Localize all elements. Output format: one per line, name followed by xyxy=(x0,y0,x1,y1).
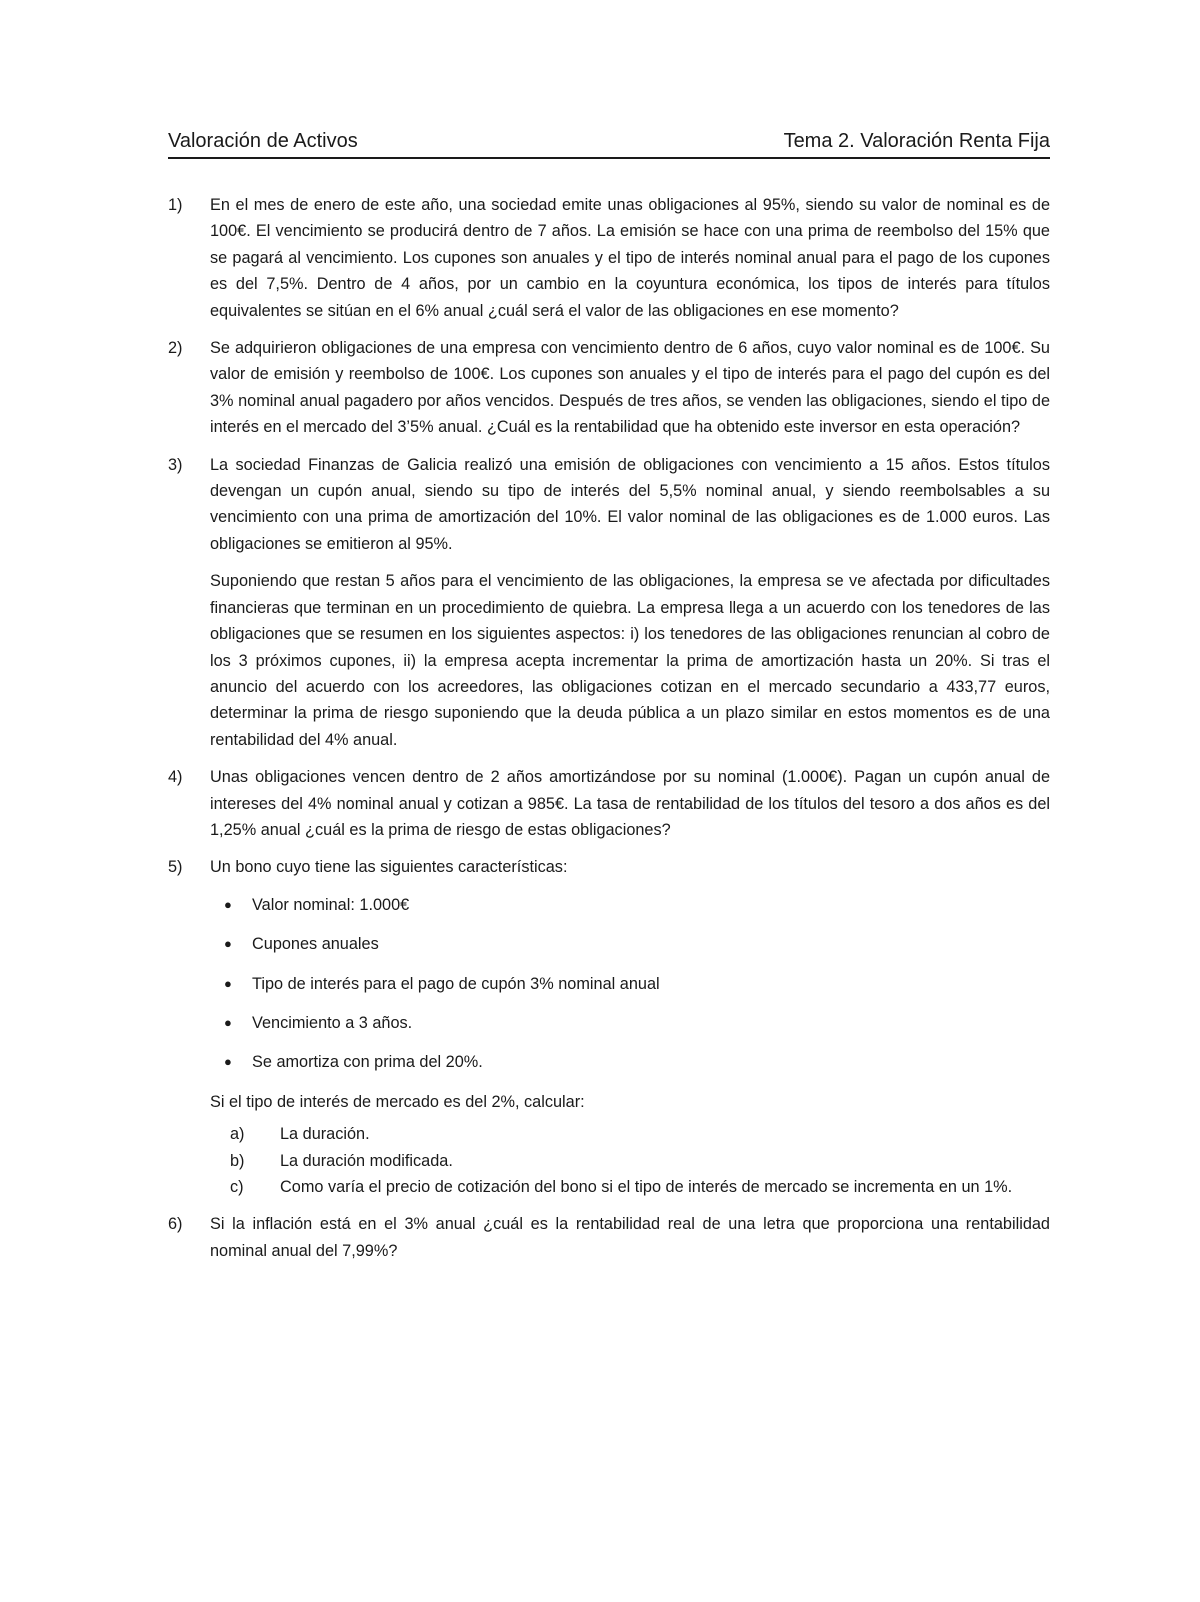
sub-question-list xyxy=(210,1121,1050,1200)
exercise-paragraph: Unas obligaciones vencen dentro de 2 años amortizándose por su nominal (1.000€). Pagan un cupón anual de intereses del 4% nominal anual y cotizan a 985€. La tasa de rentabilidad de los títulos del tesoro a dos años es del 1,25% anual ¿cuál es la prima de riesgo de estas obligaciones? xyxy=(210,768,1050,839)
exercise-body xyxy=(210,335,1050,441)
list-item xyxy=(210,1010,1050,1036)
sub-question xyxy=(210,1148,1050,1174)
exercise-number: 5) xyxy=(168,858,183,877)
exercise-4 xyxy=(168,764,1050,843)
exercise-body xyxy=(210,764,1050,843)
bullet-icon: ● xyxy=(224,896,232,912)
exercise-body xyxy=(210,192,1050,324)
exercise-6 xyxy=(168,1211,1050,1264)
list-item xyxy=(210,971,1050,997)
sub-question-letter: a) xyxy=(230,1125,245,1144)
exercise-1 xyxy=(168,192,1050,324)
page-header xyxy=(168,128,1050,159)
list-item-text: Valor nominal: 1.000€ xyxy=(252,895,410,914)
list-item-text: Tipo de interés para el pago de cupón 3% nominal anual xyxy=(252,974,660,993)
exercise-question: Si el tipo de interés de mercado es del 2%, calcular: xyxy=(210,1092,585,1111)
exercise-3 xyxy=(168,452,1050,753)
sub-question xyxy=(210,1121,1050,1147)
exercise-body xyxy=(210,452,1050,753)
list-item-text: Se amortiza con prima del 20%. xyxy=(252,1053,483,1072)
exercise-paragraph: Se adquirieron obligaciones de una empresa con vencimiento dentro de 6 años, cuyo valor nominal es de 100€. Su valor de emisión y reembolso de 100€. Los cupones son anuales y el tipo de interés para el pago del cupón es del 3% nominal anual pagadero por años vencidos. Después de tres años, se venden las obligaciones, siendo el tipo de interés en el mercado del 3’5% anual. ¿Cuál es la rentabilidad que ha obtenido este inversor en esta operación? xyxy=(210,339,1050,437)
exercise-paragraph: Si la inflación está en el 3% anual ¿cuál es la rentabilidad real de una letra que proporciona una rentabilidad nominal anual del 7,99%? xyxy=(210,1215,1050,1260)
sub-question-text: La duración. xyxy=(280,1125,370,1144)
exercise-number: 1) xyxy=(168,196,183,214)
bullet-icon: ● xyxy=(224,936,232,952)
list-item xyxy=(210,1049,1050,1075)
list-item xyxy=(210,931,1050,957)
document-page xyxy=(168,128,1050,1275)
course-title: Valoración de Activos xyxy=(168,130,358,152)
exercise-paragraph: La sociedad Finanzas de Galicia realizó una emisión de obligaciones con vencimiento a 15 años. Estos títulos devengan un cupón anual, siendo su tipo de interés del 5,5% nominal anual, y siendo reembolsables a su vencimiento con una prima de amortización del 10%. El valor nominal de las obligaciones es de 1.000 euros. Las obligaciones se emitieron al 95%. xyxy=(210,455,1050,553)
exercise-body xyxy=(210,854,1050,1200)
list-item-text: Vencimiento a 3 años. xyxy=(252,1013,413,1032)
list-item xyxy=(210,892,1050,918)
exercise-number: 6) xyxy=(168,1215,183,1234)
list-item-text: Cupones anuales xyxy=(252,935,379,954)
exercise-body xyxy=(210,1211,1050,1264)
exercise-paragraph: Suponiendo que restan 5 años para el vencimiento de las obligaciones, la empresa se ve afectada por dificultades financieras que terminan en un procedimiento de quiebra. La empresa llega a un acuerdo con los tenedores de las obligaciones que se resumen en los siguientes aspectos: i) los tenedores de las obligaciones renuncian al cobro de los 3 próximos cupones, ii) la empresa acepta incrementar la prima de amortización hasta un 20%. Si tras el anuncio del acuerdo con los acreedores, las obligaciones cotizan en el mercado secundario a 433,77 euros, determinar la prima de riesgo suponiendo que la deuda pública a un plazo similar en estos momentos es de una rentabilidad del 4% anual. xyxy=(210,572,1050,749)
exercise-number: 3) xyxy=(168,455,183,474)
exercise-list xyxy=(168,192,1050,1264)
sub-question-text: La duración modificada. xyxy=(280,1151,453,1170)
bullet-icon: ● xyxy=(224,975,232,991)
sub-question-text: Como varía el precio de cotización del bono si el tipo de interés de mercado se incrementa en un 1%. xyxy=(280,1178,1013,1196)
exercise-intro: Un bono cuyo tiene las siguientes características: xyxy=(210,858,568,877)
sub-question xyxy=(210,1174,1050,1200)
exercise-number: 4) xyxy=(168,768,183,787)
bullet-icon: ● xyxy=(224,1014,232,1030)
characteristics-list xyxy=(210,892,1050,1076)
topic-title: Tema 2. Valoración Renta Fija xyxy=(783,130,1050,152)
bullet-icon: ● xyxy=(224,1054,232,1070)
exercise-paragraph: En el mes de enero de este año, una sociedad emite unas obligaciones al 95%, siendo su valor de nominal es de 100€. El vencimiento se producirá dentro de 7 años. La emisión se hace con una prima de reembolso del 15% que se pagará al vencimiento. Los cupones son anuales y el tipo de interés nominal anual para el pago de los cupones es del 7,5%. Dentro de 4 años, por un cambio en la coyuntura económica, los tipos de interés para títulos equivalentes se sitúan en el 6% anual ¿cuál será el valor de las obligaciones en ese momento? xyxy=(210,196,1050,320)
exercise-2 xyxy=(168,335,1050,441)
exercise-number: 2) xyxy=(168,339,183,358)
sub-question-letter: b) xyxy=(230,1151,245,1170)
sub-question-letter: c) xyxy=(230,1178,244,1196)
exercise-5 xyxy=(168,854,1050,1200)
